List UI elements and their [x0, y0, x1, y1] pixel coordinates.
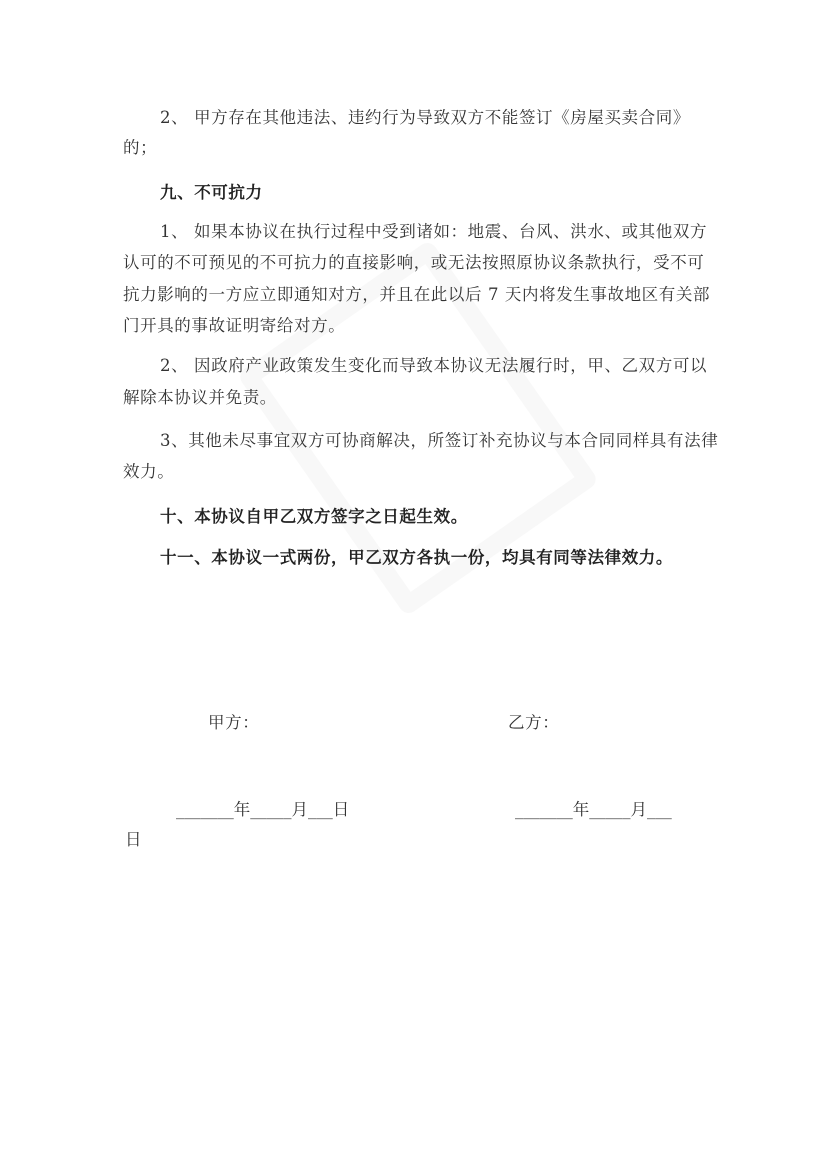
- clause-9-2-line-2: 解除本协议并免责。: [123, 388, 277, 407]
- clause-10: 十、本协议自甲乙双方签字之日起生效。: [160, 507, 468, 526]
- clause-9-1-line-2: 认可的不可预见的不可抗力的直接影响，或无法按照原协议条款执行，受不可: [123, 253, 705, 272]
- party-b-date: _______年_____月___: [515, 800, 672, 819]
- clause-9-3-line-1: 3、其他未尽事宜双方可协商解决，所签订补充协议与本合同同样具有法律: [160, 431, 719, 450]
- clause-9-2-line-1: 2、 因政府产业政策发生变化而导致本协议无法履行时，甲、乙双方可以: [160, 356, 708, 375]
- party-b-label: 乙方：: [508, 713, 560, 732]
- clause-8-2-line-2: 的；: [123, 138, 158, 157]
- party-b-date-wrap: 日: [125, 830, 143, 849]
- clause-8-2-line-1: 2、 甲方存在其他违法、违约行为导致双方不能签订《房屋买卖合同》: [160, 108, 690, 127]
- party-a-date: _______年_____月___日: [176, 800, 350, 819]
- clause-9-1-line-4: 门开具的事故证明寄给对方。: [123, 316, 346, 335]
- clause-9-3-line-2: 效力。: [123, 462, 175, 481]
- clause-9-1-line-1: 1、 如果本协议在执行过程中受到诸如：地震、台风、洪水、或其他双方: [160, 222, 708, 241]
- clause-11: 十一、本协议一式两份，甲乙双方各执一份，均具有同等法律效力。: [160, 548, 673, 567]
- party-a-label: 甲方：: [208, 713, 260, 732]
- clause-9-1-line-3: 抗力影响的一方应立即通知对方，并且在此以后 7 天内将发生事故地区有关部: [123, 285, 711, 304]
- heading-force-majeure: 九、不可抗力: [160, 183, 263, 202]
